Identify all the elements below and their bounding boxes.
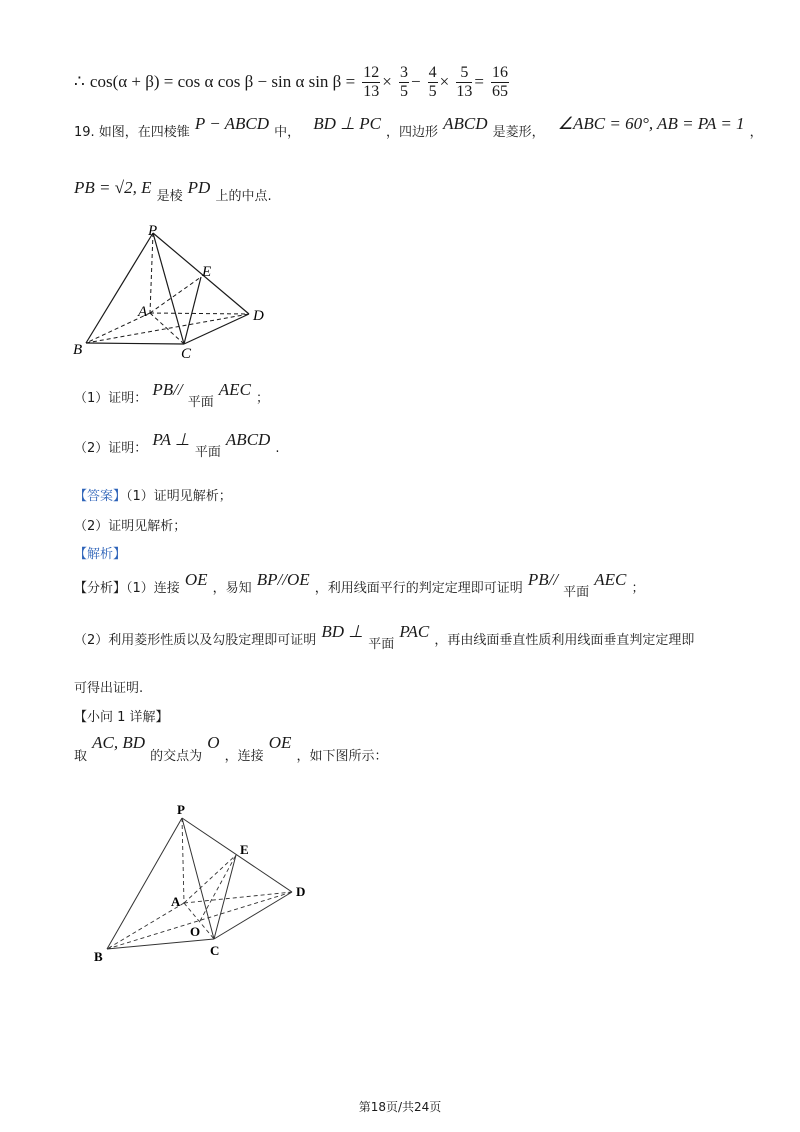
pyramid-figure-1: [66, 222, 276, 362]
fig2-edge-ae: [184, 855, 236, 903]
question-1: $_{(1)证明:}$ PB// $_{平面}$ AEC $_;$: [74, 380, 270, 410]
fig2-label-c: C: [210, 943, 220, 958]
fraction-4-5: $\frac{4}{5}$: [428, 64, 437, 100]
label-b: B: [73, 342, 83, 358]
detail-tag: 【小问 1 详解】: [74, 710, 169, 725]
label-e: E: [202, 264, 212, 280]
analysis-line-1: $_{【分析】(1)连接}$ OE $_{,易知}$ BP//OE $_{,利用线面平行的判定定理即可证明}$ PB// $_{平面}$ AEC $_;$: [74, 570, 645, 600]
edge-pc: [153, 233, 184, 344]
pyramid-name: P − ABCD: [194, 114, 270, 133]
question-2: $_{(2)证明:}$ PA ⊥ $_{平面}$ ABCD $_.$: [74, 430, 280, 460]
fraction-16-65: $\frac{16}{65}$: [492, 64, 509, 100]
fig2-label-e: E: [240, 842, 249, 857]
problem-19-line2: PB = √2, E $_{是棱}$ PD $_{上的中点.}$: [74, 178, 272, 204]
edge-pb: [86, 233, 153, 343]
fig2-label-o: O: [190, 924, 201, 939]
pb-condition: PB = √2, E: [74, 178, 152, 197]
edge-bc: [86, 343, 184, 344]
answer-tag: 【答案】: [74, 489, 127, 504]
fig2-label-a: A: [171, 894, 181, 909]
edge-cd: [184, 314, 249, 344]
edge-ad: [150, 313, 249, 314]
analysis-line-3: 可得出证明.: [74, 681, 144, 696]
pyramid-figure-2: [86, 798, 316, 968]
therefore-symbol: ∴: [74, 72, 85, 91]
edge-pa: [150, 233, 153, 313]
fig2-label-b: B: [94, 949, 103, 964]
label-p: P: [148, 223, 158, 239]
fraction-5-13: $\frac{5}{13}$: [456, 64, 473, 100]
angle-condition: ∠ABC = 60°, AB = PA = 1: [557, 114, 745, 133]
detail-line: $_取$ AC, BD $_{的交点为}$ O $_{,连接}$ OE $_{,如下图所示:}$: [74, 733, 388, 764]
fig2-label-p: P: [177, 802, 185, 817]
bd-perp-pc: BD ⊥ PC: [313, 114, 381, 133]
page-footer: 第18页/共24页: [358, 1100, 442, 1114]
label-c: C: [181, 346, 192, 362]
fig2-edge-ab: [107, 903, 184, 949]
label-d: D: [253, 308, 264, 324]
answer-line-2: （2）证明见解析；: [74, 519, 187, 534]
fig2-edge-cd: [214, 892, 292, 939]
edge-ac: [150, 313, 184, 344]
edge-pd: [153, 233, 249, 314]
formula-line: ∴ cos(α + β) = cos α cos β − sin α sin β = $\frac{12}{13}$ × $\frac{3}{5}$ − $\frac{4}{5}$ × $\frac{5}{13}$ = $\frac{16}{65}$: [74, 64, 509, 100]
jiexi-tag: 【解析】: [74, 547, 127, 562]
fig2-label-d: D: [296, 884, 306, 899]
fig2-edge-pa: [182, 818, 184, 903]
formula-lhs: cos(α + β) = cos α cos β − sin α sin β =: [89, 72, 356, 91]
problem-19-line1: $_{19. 如图,在四棱锥}$ P − ABCD $_{中,}$ BD ⊥ PC $_{,四边形}$ ABCD $_{是菱形,}$ ∠ABC = 60°, AB = PA = 1 $_,$: [74, 114, 763, 140]
analysis-line-2: $_{(2)利用菱形性质以及勾股定理即可证明}$ BD ⊥ $_{平面}$ PAC $_{,再由线面垂直性质利用线面垂直判定定理即}$: [74, 622, 695, 652]
label-a: A: [138, 304, 148, 320]
fraction-3-5: $\frac{3}{5}$: [399, 64, 408, 100]
fraction-12-13: $\frac{12}{13}$: [363, 64, 380, 100]
answer-line-1: 【答案】（1）证明见解析；: [74, 489, 232, 504]
fig2-edge-ec: [214, 855, 236, 939]
